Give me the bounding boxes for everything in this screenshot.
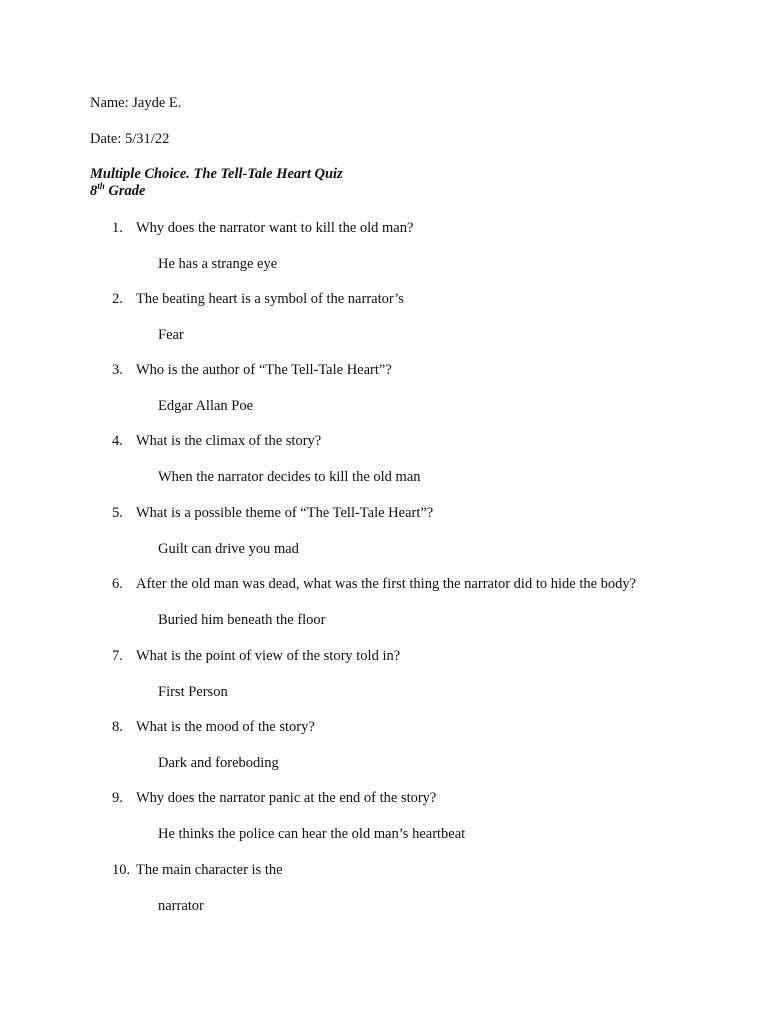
quiz-title <box>90 166 343 200</box>
question-text: The main character is the <box>136 862 283 878</box>
question-text: What is the mood of the story? <box>136 719 315 735</box>
grade-suffix: th <box>97 181 105 192</box>
question-item <box>0 861 768 932</box>
question-text: What is a possible theme of “The Tell-Tale Heart”? <box>136 505 434 521</box>
question-item <box>0 575 768 646</box>
question-item <box>0 504 768 575</box>
question-item <box>0 290 768 361</box>
question-number: 4. <box>112 433 123 449</box>
question-item <box>0 361 768 432</box>
question-number: 2. <box>112 291 123 307</box>
question-text: Why does the narrator want to kill the old man? <box>136 220 414 236</box>
answer-text: Fear <box>158 327 184 343</box>
quiz-title-text: Multiple Choice. The Tell-Tale Heart Quiz <box>90 166 343 182</box>
question-item <box>0 432 768 503</box>
answer-text: Buried him beneath the floor <box>158 612 326 628</box>
question-number: 10. <box>112 862 131 878</box>
question-text: Why does the narrator panic at the end of the story? <box>136 790 437 806</box>
answer-text: narrator <box>158 898 204 914</box>
question-number: 3. <box>112 362 123 378</box>
answer-text: He has a strange eye <box>158 256 278 272</box>
name-line: Name: Jayde E. <box>90 95 182 111</box>
question-text: What is the climax of the story? <box>136 433 322 449</box>
question-number: 8. <box>112 719 123 735</box>
grade-line <box>90 183 343 200</box>
answer-text: First Person <box>158 684 228 700</box>
question-item <box>0 789 768 860</box>
question-text: The beating heart is a symbol of the narrator’s <box>136 291 404 307</box>
grade-number: 8 <box>90 183 98 199</box>
question-item <box>0 718 768 789</box>
answer-text: When the narrator decides to kill the old man <box>158 469 421 485</box>
question-number: 5. <box>112 505 123 521</box>
question-number: 1. <box>112 220 123 236</box>
question-text: What is the point of view of the story told in? <box>136 648 401 664</box>
question-number: 6. <box>112 576 123 592</box>
question-number: 7. <box>112 648 123 664</box>
answer-text: He thinks the police can hear the old man’s heartbeat <box>158 826 466 842</box>
answer-text: Dark and foreboding <box>158 755 279 771</box>
question-text: After the old man was dead, what was the first thing the narrator did to hide the body? <box>136 576 637 592</box>
question-item <box>0 647 768 718</box>
question-text: Who is the author of “The Tell-Tale Heart”? <box>136 362 392 378</box>
question-item <box>0 219 768 290</box>
answer-text: Guilt can drive you mad <box>158 541 299 557</box>
grade-word: Grade <box>104 183 146 199</box>
date-line: Date: 5/31/22 <box>90 131 170 147</box>
question-number: 9. <box>112 790 123 806</box>
answer-text: Edgar Allan Poe <box>158 398 254 414</box>
